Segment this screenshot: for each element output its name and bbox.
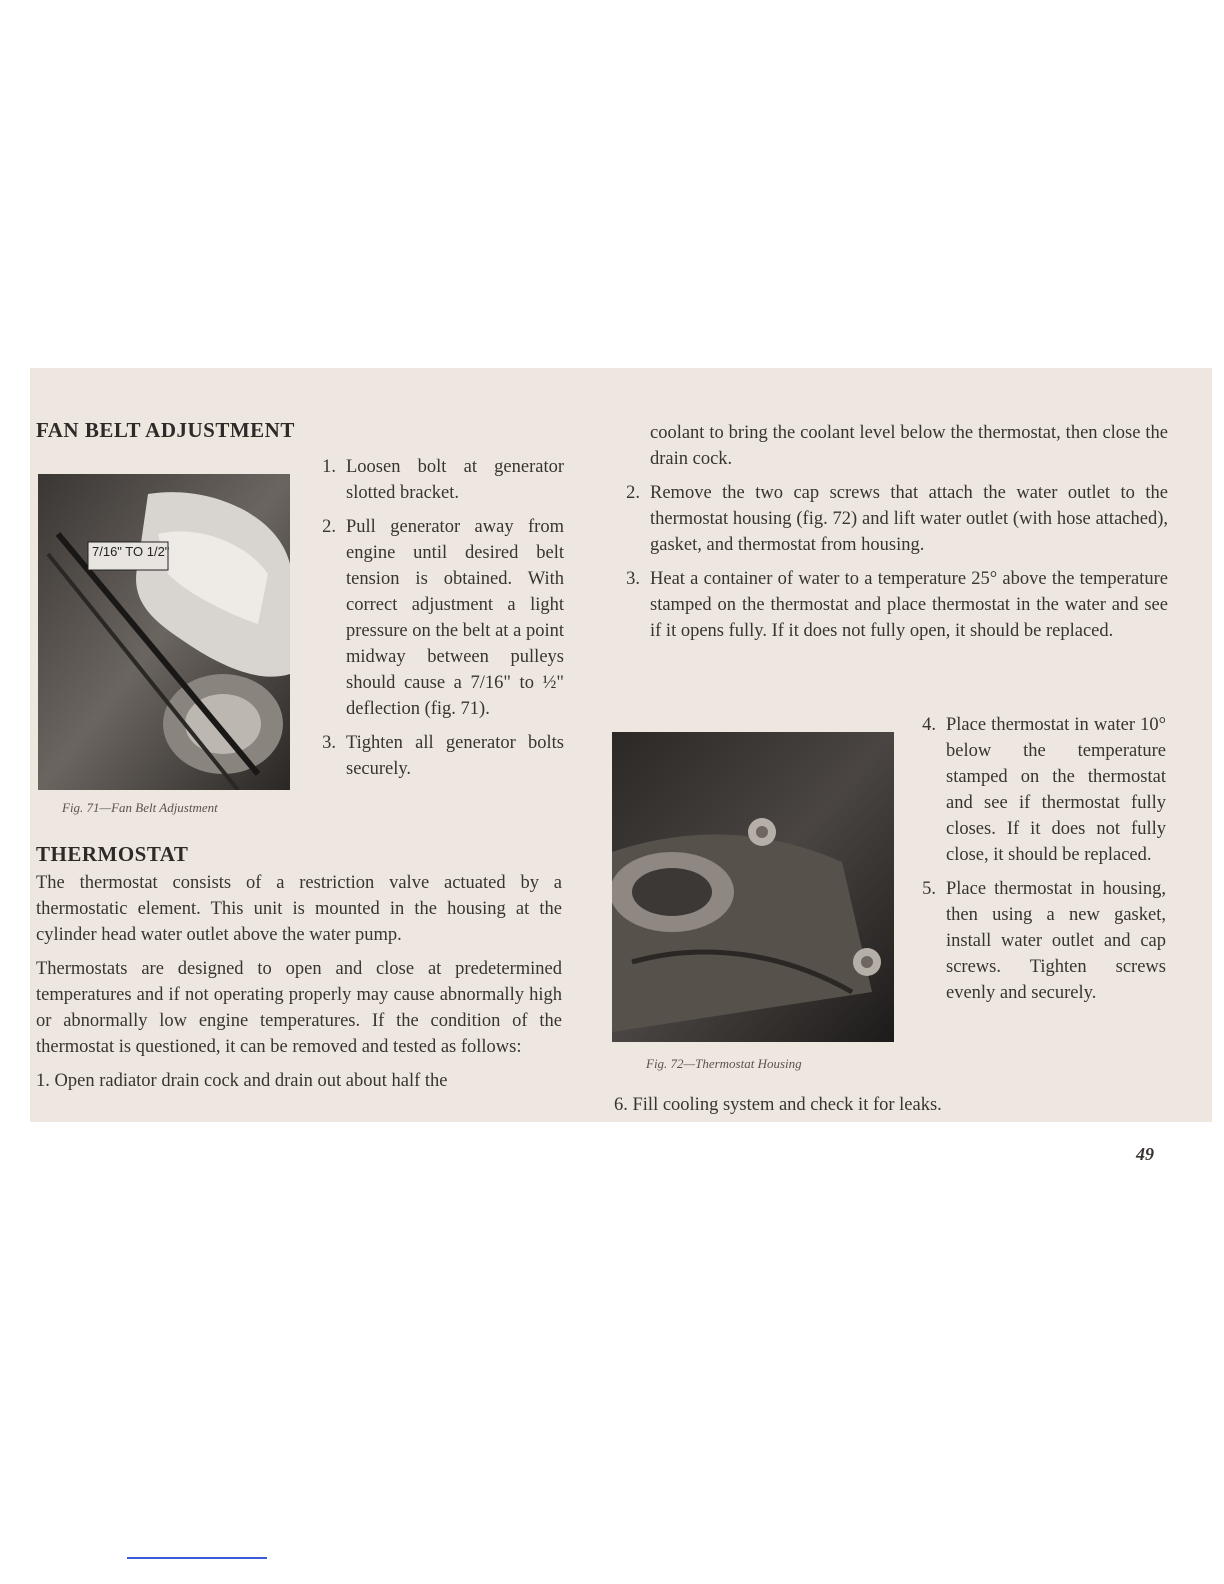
thermostat-intro xyxy=(36,870,562,1094)
fan-belt-caption: Fig. 71—Fan Belt Adjustment xyxy=(62,800,218,815)
thermostat-step-6: 6. Fill cooling system and check it for leaks. xyxy=(614,1095,942,1115)
thermostat-step-5: 5. Place thermostat in housing, then using a new gasket, install water outlet and cap screws. Tighten screws evenly and securely. xyxy=(922,879,1166,1003)
thermostat-paragraph-1: The thermostat consists of a restriction valve actuated by a thermostatic element. This unit is mounted in the housing at the cylinder head water outlet above the water pump. xyxy=(36,873,562,945)
thermostat-housing-illustration xyxy=(612,732,894,1042)
thermostat-step-2: 2. Remove the two cap screws that attach the water outlet to the thermostat housing (fig. 72) and lift water outlet (with hose attached), gasket, and thermostat from housing. xyxy=(626,483,1168,555)
thermostat-step-4: 4. Place thermostat in water 10° below the temperature stamped on the thermostat and see if thermostat fully closes. If it does not fully close, it should be replaced. xyxy=(922,715,1166,865)
fan-belt-step-3: 3. Tighten all generator bolts securely. xyxy=(322,733,564,779)
thermostat-heading: THERMOSTAT xyxy=(36,842,189,866)
fan-belt-figure-label: 7/16" TO 1/2" xyxy=(92,544,170,559)
thermostat-steps-side xyxy=(910,712,1166,1014)
bottom-rule xyxy=(127,1557,267,1559)
thermostat-housing-photo xyxy=(612,732,894,1042)
thermostat-step-3: 3. Heat a container of water to a temperature 25° above the temperature stamped on the thermostat and place thermostat in the water and see if it opens fully. If it does not fully open, it should be replaced. xyxy=(626,569,1168,641)
thermostat-housing-caption: Fig. 72—Thermostat Housing xyxy=(646,1056,802,1071)
fan-belt-step-2: 2. Pull generator away from engine until desired belt tension is obtained. With correct adjustment a light pressure on the belt at a point midway between pulleys should cause a 7/16" to ½" deflection (fig. 71). xyxy=(322,517,564,719)
fan-belt-steps xyxy=(310,454,564,790)
fan-belt-heading: FAN BELT ADJUSTMENT xyxy=(36,418,295,442)
fan-belt-photo xyxy=(38,474,290,790)
fan-belt-step-1: 1. Loosen bolt at generator slotted bracket. xyxy=(322,457,564,503)
thermostat-paragraph-2: Thermostats are designed to open and close at predetermined temperatures and if not operating properly may cause abnormally high or abnormally low engine temperatures. If the condition of the thermostat is questioned, it can be removed and tested as follows: xyxy=(36,959,562,1057)
thermostat-step-1: 1. Open radiator drain cock and drain out about half the xyxy=(36,1071,448,1091)
thermostat-step-1-continued: coolant to bring the coolant level below the thermostat, then close the drain cock. xyxy=(650,423,1168,469)
fan-belt-illustration xyxy=(38,474,290,790)
thermostat-steps-right xyxy=(614,480,1168,652)
page-number: 49 xyxy=(1136,1144,1154,1164)
